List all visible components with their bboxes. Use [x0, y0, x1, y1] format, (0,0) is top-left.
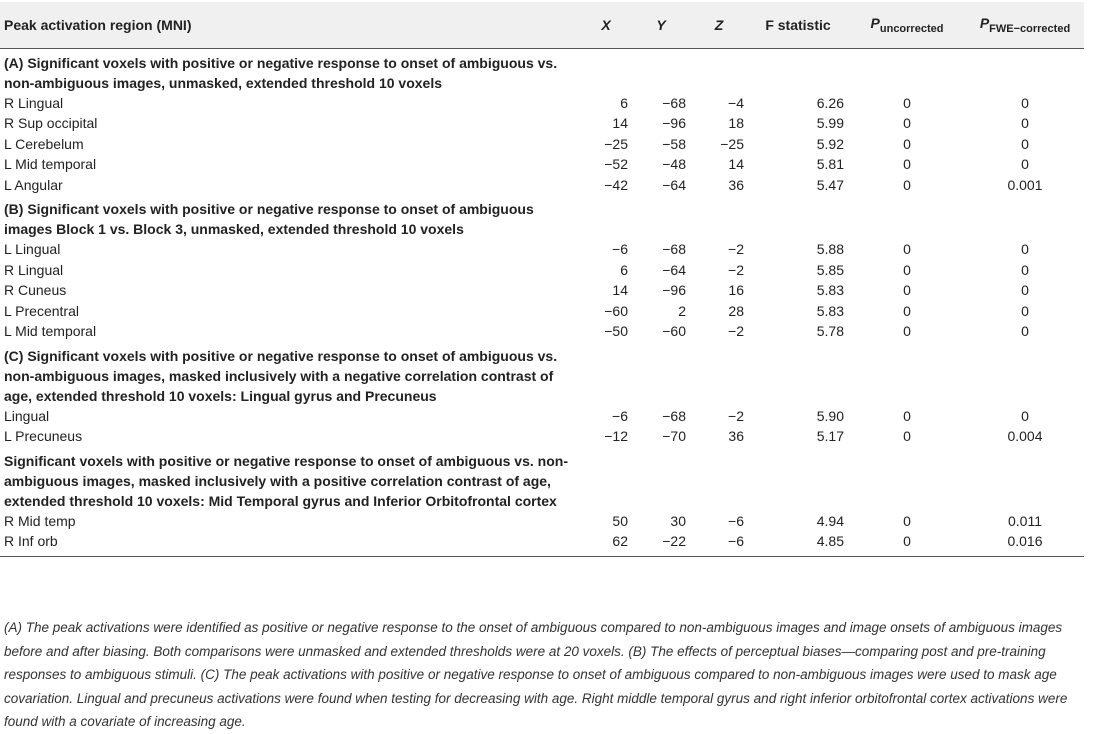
section-title: (A) Significant voxels with positive or negative response to onset of ambiguous vs. non-ambiguous images, unmasked, extended threshold 10 voxels: [0, 48, 580, 93]
cell-x: −60: [604, 302, 628, 319]
section-spacer-cell: [632, 447, 690, 511]
cell-p-uncorrected: 0: [903, 302, 911, 319]
section-spacer-cell: [966, 195, 1084, 239]
header-p-uncorrected-sub: uncorrected: [879, 22, 944, 35]
table-row: [0, 406, 1084, 427]
cell-region: L Mid temporal: [4, 156, 97, 173]
cell-region: L Precentral: [4, 302, 79, 319]
cell-f-statistic: 5.17: [816, 428, 844, 445]
header-p-fwe-main: P: [979, 14, 990, 31]
section-header-row: [0, 447, 1084, 511]
cell-region: L Precuneus: [4, 428, 83, 445]
section-spacer-cell: [848, 48, 966, 93]
section-spacer-cell: [690, 48, 748, 93]
cell-p-fwe: 0.004: [1007, 428, 1043, 445]
cell-f-statistic: 5.85: [816, 261, 844, 278]
table-body: [0, 48, 1084, 556]
section-spacer-cell: [690, 195, 748, 239]
cell-p-fwe: 0: [1021, 115, 1029, 132]
section-spacer-cell: [690, 342, 748, 406]
cell-p-uncorrected: 0: [903, 407, 911, 424]
cell-f-statistic: 5.81: [816, 156, 844, 173]
section-spacer-cell: [632, 195, 690, 239]
section-header-row: [0, 195, 1084, 239]
section-header-row: [0, 48, 1084, 93]
table-footnote: (A) The peak activations were identified as positive or negative response to the onset of ambiguous compared to non-ambiguous images and image onsets of ambiguous images before and after biasing. Both comparisons were unmasked and extended thresholds were at 20 voxels. (B) The effects of perceptual biases—comparing post and pre-training responses to ambiguous stimuli. (C) The peak activations with positive or negative response to onset of ambiguous compared to non-ambiguous images were used to mask age covariation. Lingual and precuneus activations were found when testing for decreasing with age. Right middle temporal gyrus and right inferior orbitofrontal cortex activations were found with a covariate of increasing age.: [4, 620, 1068, 729]
table-row: [0, 531, 1084, 556]
cell-y: −64: [662, 261, 686, 278]
cell-x: −42: [604, 176, 628, 193]
header-f-statistic: F statistic: [765, 16, 831, 33]
cell-p-fwe: 0.016: [966, 531, 1084, 556]
table-row: [0, 134, 1084, 155]
cell-region: L Lingual: [4, 241, 61, 258]
cell-p-uncorrected: 0: [903, 261, 911, 278]
table-row: [0, 280, 1084, 301]
cell-x: −6: [612, 241, 628, 258]
cell-f-statistic: 4.94: [816, 512, 844, 529]
section-spacer-cell: [748, 195, 848, 239]
table-row: [0, 260, 1084, 281]
table-row: [0, 301, 1084, 322]
cell-x: −50: [604, 323, 628, 340]
cell-region: R Cuneus: [4, 282, 67, 299]
cell-p-fwe: 0: [1021, 261, 1029, 278]
cell-y: −96: [662, 115, 686, 132]
cell-p-fwe: 0: [1021, 323, 1029, 340]
section-spacer-cell: [580, 195, 632, 239]
cell-z: 16: [728, 282, 744, 299]
cell-z: −6: [728, 512, 744, 529]
section-spacer-cell: [848, 342, 966, 406]
cell-y: −70: [662, 428, 686, 445]
cell-z: 36: [728, 428, 744, 445]
section-header-row: [0, 342, 1084, 406]
header-p-fwe: [966, 2, 1084, 48]
cell-p-fwe: 0: [1021, 156, 1029, 173]
section-spacer-cell: [632, 342, 690, 406]
cell-p-fwe: 0: [1021, 407, 1029, 424]
cell-y: 2: [678, 302, 686, 319]
cell-y: −64: [662, 176, 686, 193]
cell-x: −6: [612, 407, 628, 424]
table-row: [0, 113, 1084, 134]
table-header: [0, 2, 1084, 48]
cell-region: R Inf orb: [0, 531, 580, 556]
cell-y: −68: [662, 407, 686, 424]
cell-f-statistic: 5.78: [816, 323, 844, 340]
cell-x: 6: [620, 94, 628, 111]
cell-region: L Cerebelum: [4, 135, 84, 152]
cell-p-fwe: 0: [1021, 302, 1029, 319]
cell-p-uncorrected: 0: [903, 135, 911, 152]
table-row: [0, 426, 1084, 447]
cell-region: Lingual: [4, 407, 50, 424]
cell-x: −12: [604, 428, 628, 445]
header-y: Y: [656, 16, 666, 33]
cell-p-fwe: 0: [1021, 241, 1029, 258]
cell-region: R Sup occipital: [4, 115, 98, 132]
cell-f-statistic: 5.92: [816, 135, 844, 152]
cell-p-uncorrected: 0: [903, 323, 911, 340]
cell-p-fwe: 0.001: [1007, 176, 1043, 193]
section-spacer-cell: [966, 447, 1084, 511]
table-row: [0, 93, 1084, 114]
table-row: [0, 239, 1084, 260]
cell-x: −52: [604, 156, 628, 173]
cell-z: −4: [728, 94, 744, 111]
section-spacer-cell: [848, 447, 966, 511]
section-spacer-cell: [748, 48, 848, 93]
section-spacer-cell: [580, 48, 632, 93]
table-row: [0, 511, 1084, 532]
cell-p-uncorrected: 0: [903, 428, 911, 445]
section-spacer-cell: [748, 447, 848, 511]
header-p-uncorrected-main: P: [870, 14, 880, 31]
cell-y: −96: [662, 282, 686, 299]
cell-region: R Mid temp: [4, 512, 76, 529]
cell-p-uncorrected: 0: [903, 94, 911, 111]
table-row: [0, 175, 1084, 196]
cell-x: 14: [612, 282, 628, 299]
section-title: (B) Significant voxels with positive or negative response to onset of ambiguous images Block 1 vs. Block 3, unmasked, extended threshold 10 voxels: [4, 201, 534, 237]
header-region: Peak activation region (MNI): [4, 16, 192, 33]
cell-z: −2: [728, 323, 744, 340]
section-spacer-cell: [580, 342, 632, 406]
cell-region: R Lingual: [4, 94, 64, 111]
cell-x: −25: [604, 135, 628, 152]
cell-f-statistic: 5.99: [816, 115, 844, 132]
cell-y: −48: [662, 156, 686, 173]
cell-p-uncorrected: 0: [903, 115, 911, 132]
section-spacer-cell: [632, 48, 690, 93]
cell-y: −22: [632, 531, 690, 556]
activation-table: [0, 2, 1084, 557]
cell-region: L Angular: [4, 176, 63, 193]
cell-p-uncorrected: 0: [903, 282, 911, 299]
cell-f-statistic: 5.83: [816, 302, 844, 319]
cell-z: −2: [728, 241, 744, 258]
cell-y: −68: [662, 94, 686, 111]
cell-z: 36: [728, 176, 744, 193]
cell-y: −58: [662, 135, 686, 152]
cell-z: −6: [690, 531, 748, 556]
cell-f-statistic: 5.88: [816, 241, 844, 258]
header-x: X: [601, 16, 611, 33]
cell-p-fwe: 0.011: [1008, 512, 1042, 529]
cell-y: −60: [662, 323, 686, 340]
cell-region: R Lingual: [4, 261, 64, 278]
table-row: [0, 154, 1084, 175]
section-spacer-cell: [966, 342, 1084, 406]
cell-p-uncorrected: 0: [903, 176, 911, 193]
cell-p-fwe: 0: [1021, 135, 1029, 152]
cell-p-uncorrected: 0: [848, 531, 966, 556]
cell-f-statistic: 4.85: [748, 531, 848, 556]
cell-y: −68: [662, 241, 686, 258]
cell-region: L Mid temporal: [4, 323, 97, 340]
section-title: Significant voxels with positive or negative response to onset of ambiguous vs. non-ambiguous images, masked inclusively with a positive correlation contrast of age, extended threshold 10 voxels: Mid Temporal gyrus and Inferior Orbitofrontal cortex: [4, 452, 568, 509]
cell-z: 28: [728, 302, 744, 319]
section-spacer-cell: [580, 447, 632, 511]
cell-x: 62: [580, 531, 632, 556]
section-spacer-cell: [848, 195, 966, 239]
cell-x: 14: [612, 115, 628, 132]
section-spacer-cell: [690, 447, 748, 511]
header-p-uncorrected: [848, 2, 966, 48]
cell-f-statistic: 5.47: [816, 176, 844, 193]
cell-z: −25: [720, 135, 744, 152]
cell-p-uncorrected: 0: [903, 241, 911, 258]
cell-z: 18: [728, 115, 744, 132]
cell-x: 50: [612, 512, 628, 529]
cell-p-uncorrected: 0: [903, 156, 911, 173]
cell-z: 14: [728, 156, 744, 173]
section-spacer-cell: [966, 48, 1084, 93]
cell-z: −2: [728, 407, 744, 424]
header-z: Z: [714, 16, 724, 33]
cell-z: −2: [728, 261, 744, 278]
cell-f-statistic: 6.26: [816, 94, 844, 111]
section-spacer-cell: [748, 342, 848, 406]
cell-p-uncorrected: 0: [903, 512, 911, 529]
table-row: [0, 321, 1084, 342]
cell-p-fwe: 0: [1021, 94, 1029, 111]
cell-x: 6: [620, 261, 628, 278]
cell-f-statistic: 5.90: [816, 407, 844, 424]
cell-f-statistic: 5.83: [816, 282, 844, 299]
cell-p-fwe: 0: [1021, 282, 1029, 299]
header-p-fwe-sub: FWE−corrected: [989, 22, 1071, 35]
cell-y: 30: [670, 512, 686, 529]
section-title: (C) Significant voxels with positive or negative response to onset of ambiguous vs. non-ambiguous images, masked inclusively with a negative correlation contrast of age, extended threshold 10 voxels: Lingual gyrus and Precuneus: [4, 347, 558, 404]
